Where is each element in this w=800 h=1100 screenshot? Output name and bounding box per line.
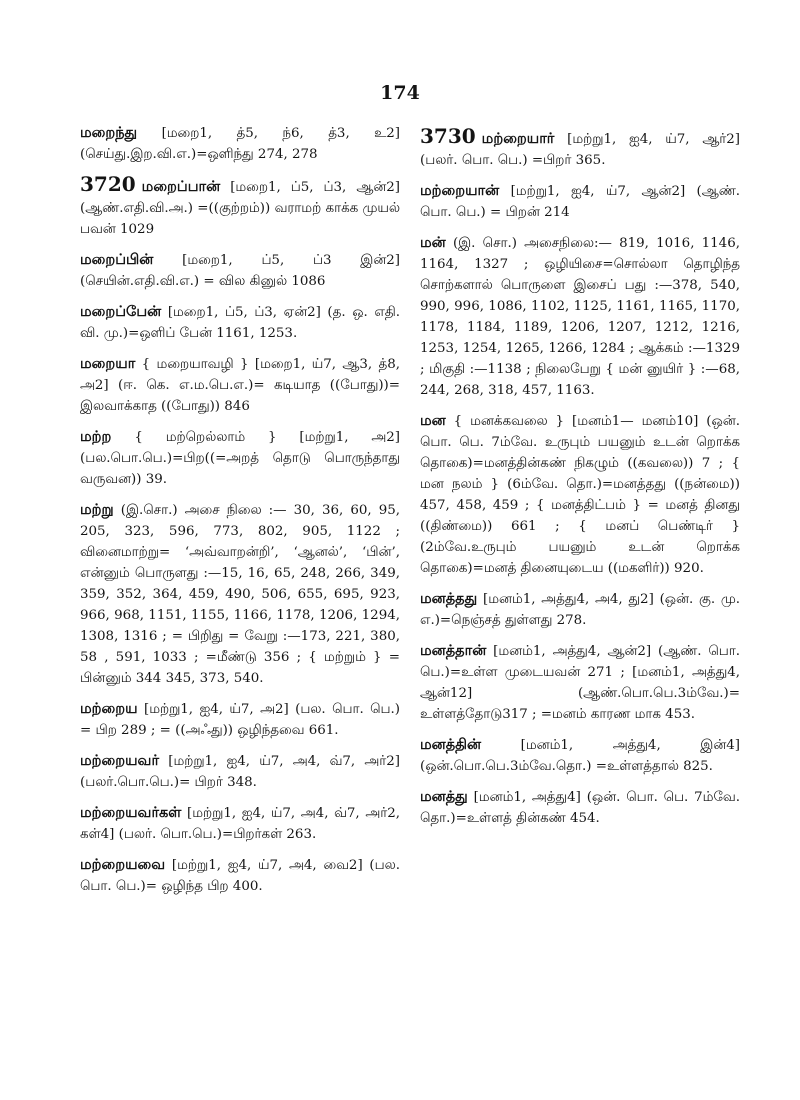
- entry-definition: [மற்று1, ஐ4, ய்7, ஆர்2] (பலர். பொ. பெ.) =பிறர் 365.: [420, 132, 740, 168]
- dictionary-entry: [80, 698, 400, 741]
- entry-definition: [மற்று1, ஐ4, ய்7, அ4, வ்7, அர்2] (பலர்.பொ.பெ.)= பிறர் 348.: [80, 754, 400, 790]
- entry-headword: மறைந்து: [80, 124, 138, 141]
- entry-headword: மற்றையவர்: [80, 752, 160, 769]
- entry-headword: மறைப்பான்: [141, 178, 221, 195]
- entry-definition: [மனம்1, அத்து4] (ஒன். பொ. பெ. 7ம்வே. தொ.)=உள்ளத் தின்கண் 454.: [420, 790, 740, 826]
- entry-definition: [மறை1, த்5, ந்6, த்3, உ2] (செய்து.இற.வி.எ.)=ஒளிந்து 274, 278: [80, 126, 401, 162]
- entry-definition: [மனம்1, அத்து4, இன்4] (ஒன்.பொ.பெ.3ம்வே.தொ.) =உள்ளத்தால் 825.: [420, 738, 740, 774]
- dictionary-entry: [80, 499, 400, 689]
- right-column: [420, 122, 740, 838]
- dictionary-entry: [420, 786, 740, 829]
- entry-definition: [மறை1, ப்5, ப்3, ஏன்2] (த. ஒ. எதி. வி. மு.)=ஒளிப் பேன் 1161, 1253.: [80, 305, 400, 341]
- dictionary-entry: [80, 353, 400, 417]
- dictionary-entry: [420, 126, 740, 171]
- dictionary-entry: [80, 249, 400, 292]
- entry-headword: மற்றையவர்கள்: [80, 804, 182, 821]
- entry-headword: மறையா: [80, 355, 136, 372]
- entry-headword: மன: [420, 412, 446, 429]
- entry-headword: மனத்தான்: [420, 642, 487, 659]
- entry-headword: மற்றையான்: [420, 182, 500, 199]
- dictionary-entry: [80, 122, 400, 165]
- entry-definition: [மனம்1, அத்து4, அ4, து2] (ஒன். கு. மு. எ.)=நெஞ்சத் துள்ளது 278.: [420, 592, 740, 628]
- entry-headword: மற்றையவை: [80, 856, 166, 873]
- dictionary-entry: [420, 232, 740, 401]
- dictionary-entry: [420, 180, 740, 223]
- dictionary-entry: [420, 734, 740, 777]
- entry-number: 3730: [420, 124, 476, 148]
- entry-definition: [மற்று1, ஐ4, ய்7, அ2] (பல. பொ. பெ.) = பிற 289 ; = ((அஃது)) ஒழிந்தவை 661.: [80, 702, 400, 738]
- entry-definition: [மற்று1, ஐ4, ய்7, அ4, வை2] (பல. பொ. பெ.)= ஒழிந்த பிற 400.: [80, 858, 400, 894]
- entry-definition: { மறையாவழி } [மறை1, ய்7, ஆ3, த்8, அ2] (ஈ. கெ. எ.ம.பெ.எ.)= கடியாத ((போது))= இலவாக்காத ((போது)) 846: [80, 357, 400, 414]
- entry-definition: [மற்று1, ஐ4, ய்7, ஆன்2] (ஆண். பொ. பெ.) = பிறன் 214: [420, 184, 741, 220]
- entry-definition: [மறை1, ப்5, ப்3 இன்2] (செயின்.எதி.வி.எ.) = வில கினுல் 1086: [80, 253, 400, 289]
- entry-headword: மனத்தது: [420, 590, 478, 607]
- dictionary-entry: [80, 854, 400, 897]
- entry-definition: [மற்று1, ஐ4, ய்7, அ4, வ்7, அர்2, கள்4] (பலர். பொ.பெ.)=பிறர்கள் 263.: [80, 806, 400, 842]
- dictionary-entry: [420, 410, 740, 579]
- entry-definition: [மறை1, ப்5, ப்3, ஆன்2] (ஆண்.எதி.வி.அ.) =((குற்றம்)) வராமற் காக்க முயல் பவன் 1029: [80, 180, 400, 237]
- entry-definition: [மனம்1, அத்து4, ஆன்2] (ஆண். பொ. பெ.)=உள்ள முடையவன் 271 ; [மனம்1, அத்து4, ஆன்12] (ஆண்.பொ.பெ.3ம்வே.)= உள்ளத்தோடு317 ; =மனம் காரண மாக 453.: [420, 644, 740, 722]
- entry-headword: மனத்தின்: [420, 736, 482, 753]
- entry-headword: மறைப்பேன்: [80, 303, 162, 320]
- entry-definition: { மற்றெல்லாம் } [மற்று1, அ2] (பல.பொ.பெ.)=பிற((=அறத் தொடு பொருந்தாது வருவன)) 39.: [80, 430, 401, 487]
- entry-headword: மறைப்பின்: [80, 251, 154, 268]
- entry-number: 3720: [80, 172, 136, 196]
- entry-definition: (இ. சொ.) அசைநிலை:— 819, 1016, 1146, 1164, 1327 ; ஒழியிசை=சொல்லா தொழிந்த சொற்களால் பொருளை இசைப் பது :—378, 540, 990, 996, 1086, 1102, 1125, 1161, 1165, 1170, 1178, 1184, 1189, 1206, 1207, 1212, 1216, 1253, 1254, 1265, 1266, 1284 ; ஆக்கம் :—1329 ; மிகுதி :—1138 ; நிலைபேறு { மன் னுயிர் } :—68, 244, 268, 318, 457, 1163.: [420, 236, 740, 398]
- page-number: 174: [380, 82, 420, 104]
- dictionary-entry: [80, 750, 400, 793]
- entry-headword: மற்றைய: [80, 700, 138, 717]
- entry-headword: மற்ற: [80, 428, 112, 445]
- entry-definition: { மனக்கவலை } [மனம்1— மனம்10] (ஒன். பொ. பெ. 7ம்வே. உருபும் பயனும் உடன் றொக்க தொகை)=மனத்தின்கண் நிகழும் ((கவலை)) 7 ; { மன நலம் } (6ம்வே. தொ.)=மனத்தது ((நன்மை)) 457, 458, 459 ; { மனத்திட்பம் } = மனத் தினது ((திண்மை)) 661 ; { மனப் பெண்டிர் } (2ம்வே.உருபும் பயனும் உடன் றொக்க தொகை)=மனத் தினையுடைய ((மகளிர்)) 920.: [420, 414, 740, 576]
- entry-headword: மனத்து: [420, 788, 468, 805]
- entry-headword: மற்று: [80, 501, 114, 518]
- entry-headword: மற்றையார்: [481, 130, 555, 147]
- dictionary-entry: [80, 802, 400, 845]
- dictionary-entry: [80, 426, 400, 490]
- left-column: [80, 122, 400, 906]
- dictionary-entry: [420, 640, 740, 725]
- dictionary-entry: [80, 301, 400, 344]
- dictionary-entry: [420, 588, 740, 631]
- entry-definition: (இ.சொ.) அசை நிலை :— 30, 36, 60, 95, 205, 323, 596, 773, 802, 905, 1122 ; வினைமாற்று= ‘அவ்வாறன்றி’, ‘ஆனல்’, ‘பின்’, என்னும் பொருளது :—15, 16, 65, 248, 266, 349, 359, 352, 364, 459, 490, 506, 655, 695, 923, 966, 968, 1151, 1155, 1166, 1178, 1206, 1294, 1308, 1316 ; = பிறிது = வேறு :—173, 221, 380, 58 , 591, 1033 ; =மீண்டு 356 ; { மற்றும் } = பின்னும் 344 345, 373, 540.: [80, 503, 400, 686]
- dictionary-entry: [80, 174, 400, 240]
- entry-headword: மன்: [420, 234, 446, 251]
